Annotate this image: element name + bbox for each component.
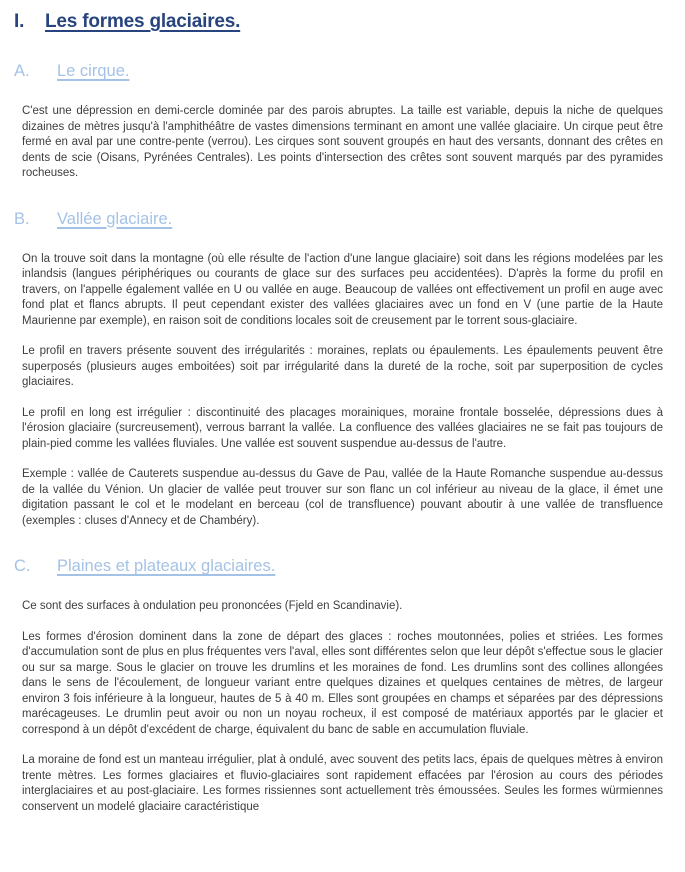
paragraph: Le profil en long est irrégulier : discontinuité des placages morainiques, moraine frontale bosselée, dépressions dues à l'érosion glaciaire (surcreusement), verrous barrant la vallée. La confluence des vallées glaciaires ne se fait pas toujours de plain-pied comme les vallées fluviales. Une vallée est souvent suspendue au-dessus de l'autre. <box>22 406 663 450</box>
title-number: I. <box>14 11 25 32</box>
paragraph: On la trouve soit dans la montagne (où elle résulte de l'action d'une langue glaciaire) soit dans les régions modelées par les inlandsis (langues périphériques ou courants de glace sur des surfaces peu accidentées). D'après la forme du profil en travers, on l'appelle également vallée en U ou vallée en auge. Beaucoup de vallées ont effectivement un profil en auge avec fond plat et flancs abrupts. Il peut cependant exister des vallées glaciaires avec un fond en V (une partie de la Haute Maurienne par exemple), en raison soit de conditions locales soit de creusement par le torrent sous-glaciaire. <box>22 252 663 327</box>
paragraph: C'est une dépression en demi-cercle dominée par des parois abruptes. La taille est variable, depuis la niche de quelques dizaines de mètres jusqu'à l'amphithéâtre de vastes dimensions terminant en amont une vallée glaciaire. Un cirque peut être fermé en aval par une contre-pente (verrou). Les cirques sont souvent groupés en haut des versants, donnant des crêtes en dents de scie (Oisans, Pyrénées Centrales). Les points d'intersection des crêtes sont souvent marqués par des pyramides rocheuses. <box>22 105 663 179</box>
heading-number: A. <box>14 62 30 80</box>
paragraph: Le profil en travers présente souvent des irrégularités : moraines, replats ou épaulements. Les épaulements peuvent être superposés (plusieurs auges emboitées) soit par irrégularité dans la dureté de la roche, soit par superposition de cycles glaciaires. <box>22 345 663 388</box>
section-heading <box>14 208 663 230</box>
heading-number: B. <box>14 209 30 228</box>
heading-text: Plaines et plateaux glaciaires. <box>57 557 276 575</box>
section-heading <box>14 60 663 82</box>
section-plaines-plateaux <box>14 555 663 815</box>
heading-number: C. <box>14 557 31 575</box>
paragraph: Les formes d'érosion dominent dans la zone de départ des glaces : roches moutonnées, polies et striées. Les formes d'accumulation sont de plus en plus fréquentes vers l'aval, elles sont différentes selon que leur dépôt s'effectue sous le glacier ou sur sa marge. Sous le glacier on trouve les drumlins et les moraines de fond. Les drumlins sont des collines allongées dans le sens de l'écoulement, de longueur variant entre quelques dizaines et quelques centaines de mètres, de largeur environ 3 fois inférieure à la longueur, hautes de 5 à 40 m. Elles sont groupées en champs et séparées par des dépressions marécageuses. Le drumlin peut avoir ou non un noyau rocheux, il est composé de matériaux apportés par le glacier et correspond à un dépôt d'excédent de charge, équivalent du banc de sable en accumulation fluviale. <box>22 630 663 736</box>
paragraph: La moraine de fond est un manteau irrégulier, plat à ondulé, avec souvent des petits lacs, épais de quelques mètres à environ trente mètres. Les formes glaciaires et fluvio-glaciaires sont rapidement effacées par l'érosion au cours des périodes interglaciaires et au post-glaciaire. Les formes rissiennes sont actuellement très émoussées. Seules les formes würmiennes conservent un modelé glaciaire caractéristique <box>22 754 663 813</box>
paragraph: Exemple : vallée de Cauterets suspendue au-dessus du Gave de Pau, vallée de la Haute Romanche suspendue au-dessus de la vallée du Vénion. Un glacier de vallée peut trouver sur son flanc un col inférieur au niveau de la glace, il émet une digitation passant le col et le modelant en berceau (col de transfluence) pouvant aboutir à une vallée de transfluence (exemples : cluses d'Annecy et de Chambéry). <box>22 468 663 527</box>
title-text: Les formes glaciaires. <box>45 11 241 32</box>
section-vallee-glaciaire <box>14 208 663 530</box>
paragraph: Ce sont des surfaces à ondulation peu prononcées (Fjeld en Scandinavie). <box>22 600 403 612</box>
document-title <box>14 10 663 34</box>
section-cirque <box>14 60 663 182</box>
heading-text: Le cirque. <box>57 62 130 80</box>
section-heading <box>14 555 663 577</box>
heading-text: Vallée glaciaire. <box>57 209 173 228</box>
